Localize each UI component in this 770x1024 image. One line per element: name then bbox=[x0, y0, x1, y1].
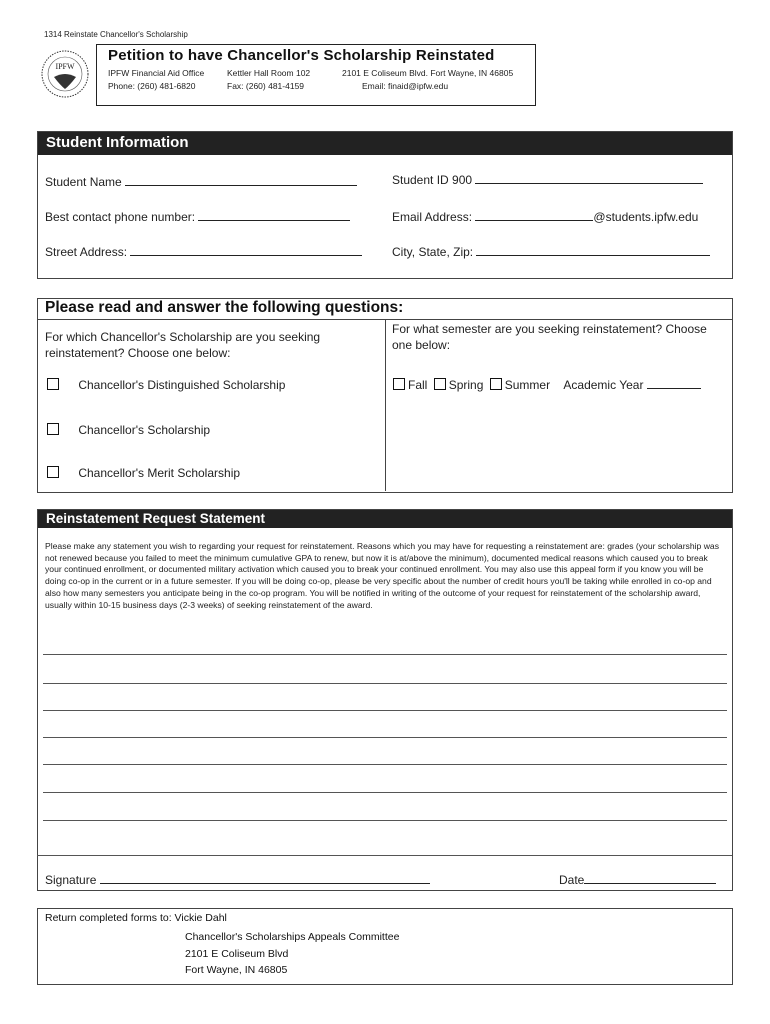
svg-text:IPFW: IPFW bbox=[55, 62, 75, 71]
return-street: 2101 E Coliseum Blvd bbox=[185, 948, 289, 960]
ipfw-seal-logo bbox=[40, 49, 90, 99]
student-name-line[interactable] bbox=[125, 175, 357, 186]
student-id-field[interactable] bbox=[392, 173, 703, 187]
student-name-field[interactable] bbox=[45, 175, 357, 189]
option-distinguished[interactable] bbox=[47, 378, 285, 392]
writing-line[interactable] bbox=[43, 764, 727, 765]
email-field[interactable] bbox=[392, 210, 698, 224]
form-title: Petition to have Chancellor's Scholarship Reinstated bbox=[108, 47, 495, 64]
academic-year-label: Academic Year bbox=[563, 378, 644, 392]
city-state-zip-label: City, State, Zip: bbox=[392, 245, 474, 259]
option-chancellors[interactable] bbox=[47, 423, 210, 437]
phone-field[interactable] bbox=[45, 210, 350, 224]
date-line[interactable] bbox=[584, 873, 716, 884]
office-fax: Fax: (260) 481-4159 bbox=[227, 81, 305, 91]
student-info-heading: Student Information bbox=[38, 132, 732, 155]
semester-options bbox=[393, 378, 701, 392]
fall-option[interactable] bbox=[393, 378, 427, 392]
spring-checkbox[interactable] bbox=[434, 378, 446, 390]
phone-label: Best contact phone number: bbox=[45, 210, 196, 224]
student-name-label: Student Name bbox=[45, 175, 122, 189]
writing-line[interactable] bbox=[43, 710, 727, 711]
academic-year-line[interactable] bbox=[647, 378, 701, 389]
writing-line[interactable] bbox=[43, 792, 727, 793]
date-label: Date bbox=[559, 873, 585, 887]
street-address-field[interactable] bbox=[45, 245, 362, 259]
writing-line[interactable] bbox=[43, 654, 727, 655]
merit-checkbox[interactable] bbox=[47, 466, 59, 478]
document-id: 1314 Reinstate Chancellor's Scholarship bbox=[44, 30, 188, 39]
scholarship-question: For which Chancellor's Scholarship are you seeking reinstatement? Choose one below: bbox=[45, 330, 321, 360]
summer-option[interactable] bbox=[490, 378, 550, 392]
office-email: Email: finaid@ipfw.edu bbox=[362, 81, 449, 91]
distinguished-checkbox[interactable] bbox=[47, 378, 59, 390]
street-address-line[interactable] bbox=[130, 245, 362, 256]
spring-option[interactable] bbox=[434, 378, 484, 392]
fall-label: Fall bbox=[408, 378, 428, 392]
return-label: Return completed forms to: Vickie Dahl bbox=[45, 912, 227, 924]
return-city: Fort Wayne, IN 46805 bbox=[185, 964, 288, 976]
semester-question: For what semester are you seeking reinstatement? Choose one below: bbox=[392, 322, 707, 352]
writing-line[interactable] bbox=[43, 737, 727, 738]
signature-line[interactable] bbox=[100, 873, 430, 884]
writing-line[interactable] bbox=[43, 683, 727, 684]
city-state-zip-field[interactable] bbox=[392, 245, 710, 259]
signature-divider bbox=[37, 855, 732, 856]
questions-column-divider bbox=[385, 319, 386, 491]
student-id-line[interactable] bbox=[475, 173, 703, 184]
statement-heading: Reinstatement Request Statement bbox=[38, 510, 732, 528]
summer-checkbox[interactable] bbox=[490, 378, 502, 390]
chancellors-label: Chancellor's Scholarship bbox=[78, 423, 211, 437]
office-phone: Phone: (260) 481-6820 bbox=[108, 81, 196, 91]
return-committee: Chancellor's Scholarships Appeals Committee bbox=[185, 931, 400, 943]
option-merit[interactable] bbox=[47, 466, 240, 480]
questions-heading: Please read and answer the following questions: bbox=[45, 299, 404, 316]
chancellors-checkbox[interactable] bbox=[47, 423, 59, 435]
office-name: IPFW Financial Aid Office bbox=[108, 68, 205, 78]
email-line[interactable] bbox=[475, 210, 593, 221]
street-address-label: Street Address: bbox=[45, 245, 128, 259]
city-state-zip-line[interactable] bbox=[476, 245, 710, 256]
statement-instructions: Please make any statement you wish to regarding your request for reinstatement. Reasons which you may have for requesting a reinstatement are: grades (your scholarship was not renewed because you failed to meet the minimum cumulative GPA to renew, but now it is at/above the minimum), documented medical reasons which caused you to break your continued enrollment, or documented military activation which caused you to break your continued enrollment. You may also use this appeal form if you know you will be doing co-op in the current or in a future semester. If you will be doing co-op, please be very specific about the number of credit hours you'll be taking while enrolled in co-op and also how many semesters you anticipate being in the co-op program. You will be notified in writing of the outcome of your request for reinstatement of the scholarship award, usually within 10-15 business days (2-3 weeks) of seeking reinstatement of the award. bbox=[45, 541, 719, 610]
office-address: 2101 E Coliseum Blvd. Fort Wayne, IN 46805 bbox=[342, 68, 514, 78]
email-suffix: @students.ipfw.edu bbox=[593, 210, 699, 224]
office-room: Kettler Hall Room 102 bbox=[227, 68, 311, 78]
date-field[interactable] bbox=[559, 873, 716, 887]
student-id-label: Student ID 900 bbox=[392, 173, 473, 187]
merit-label: Chancellor's Merit Scholarship bbox=[78, 466, 241, 480]
signature-label: Signature bbox=[45, 873, 97, 887]
distinguished-label: Chancellor's Distinguished Scholarship bbox=[78, 378, 286, 392]
summer-label: Summer bbox=[504, 378, 551, 392]
phone-line[interactable] bbox=[198, 210, 350, 221]
fall-checkbox[interactable] bbox=[393, 378, 405, 390]
signature-field[interactable] bbox=[45, 873, 430, 887]
spring-label: Spring bbox=[448, 378, 484, 392]
email-label: Email Address: bbox=[392, 210, 473, 224]
writing-line[interactable] bbox=[43, 820, 727, 821]
